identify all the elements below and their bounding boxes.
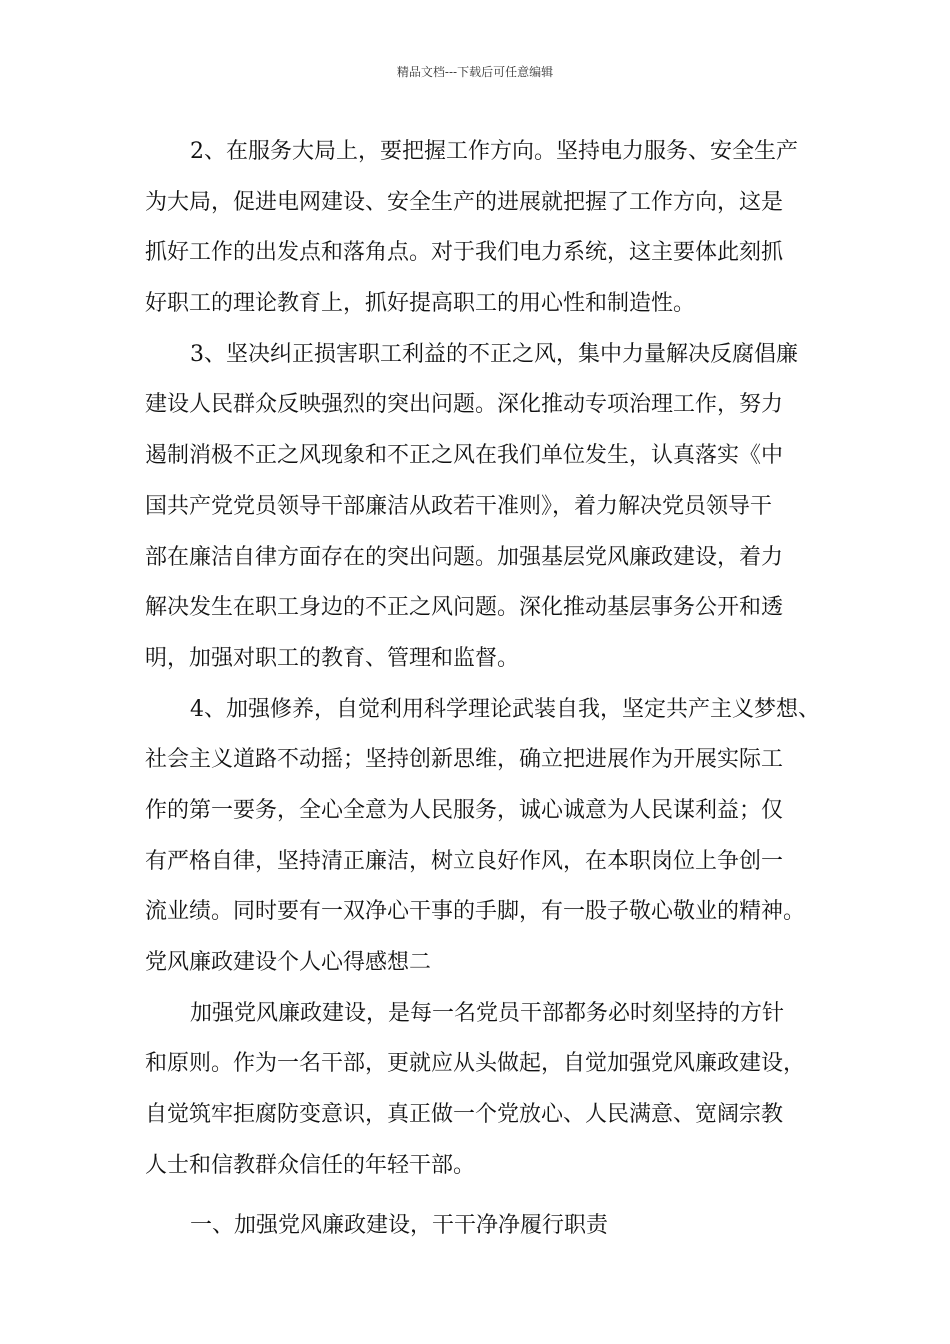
text-line: 和原则。作为一名干部，更就应从头做起，自觉加强党风廉政建设， — [145, 1051, 806, 1077]
text-line: 明，加强对职工的教育、管理和监督。 — [145, 645, 520, 671]
text-line: 流业绩。同时要有一双净心干事的手脚，有一股子敬心敬业的精神。 — [145, 899, 806, 925]
text-line: 建设人民群众反映强烈的突出问题。深化推动专项治理工作，努力 — [145, 392, 784, 418]
text-line: 加强党风廉政建设，是每一名党员干部都务必时刻坚持的方针 — [190, 1000, 785, 1026]
paragraph-gap — [145, 1194, 825, 1204]
text-line: 遏制消极不正之风现象和不正之风在我们单位发生，认真落实《中 — [145, 443, 784, 469]
text-line: 2、在服务大局上，要把握工作方向。坚持电力服务、安全生产 — [190, 139, 798, 164]
text-line: 好职工的理论教育上，抓好提高职工的用心性和制造性。 — [145, 291, 696, 317]
text-line: 国共产党党员领导干部廉洁从政若干准则》，着力解决党员领导干 — [145, 493, 773, 519]
text-line: 部在廉洁自律方面存在的突出问题。加强基层党风廉政建设，着力 — [145, 544, 784, 570]
subsection-heading: 一、加强党风廉政建设，干干净净履行职责 — [190, 1213, 609, 1239]
text-line: 有严格自律，坚持清正廉洁，树立良好作风，在本职岗位上争创一 — [145, 848, 784, 874]
text-line: 抓好工作的出发点和落角点。对于我们电力系统，这主要体此刻抓 — [145, 240, 784, 266]
text-line: 人士和信教群众信任的年轻干部。 — [145, 1152, 476, 1178]
text-line: 自觉筑牢拒腐防变意识，真正做一个党放心、人民满意、宽阔宗教 — [145, 1102, 784, 1128]
text-line: 3、坚决纠正损害职工利益的不正之风，集中力量解决反腐倡廉 — [190, 341, 798, 367]
text-line: 解决发生在职工身边的不正之风问题。深化推动基层事务公开和透 — [145, 595, 784, 621]
section-heading: 党风廉政建设个人心得感想二 — [145, 950, 432, 975]
text-line: 作的第一要务，全心全意为人民服务，诚心诚意为人民谋利益；仅 — [145, 797, 784, 823]
text-line: 社会主义道路不动摇；坚持创新思维，确立把进展作为开展实际工 — [145, 747, 784, 773]
text-line: 4、加强修养，自觉利用科学理论武装自我，坚定共产主义梦想、 — [190, 696, 820, 722]
page-header: 精品文档---下载后可任意编辑 — [396, 65, 554, 79]
text-line: 为大局，促进电网建设、安全生产的进展就把握了工作方向，这是 — [145, 189, 784, 215]
document-body — [145, 130, 825, 1255]
